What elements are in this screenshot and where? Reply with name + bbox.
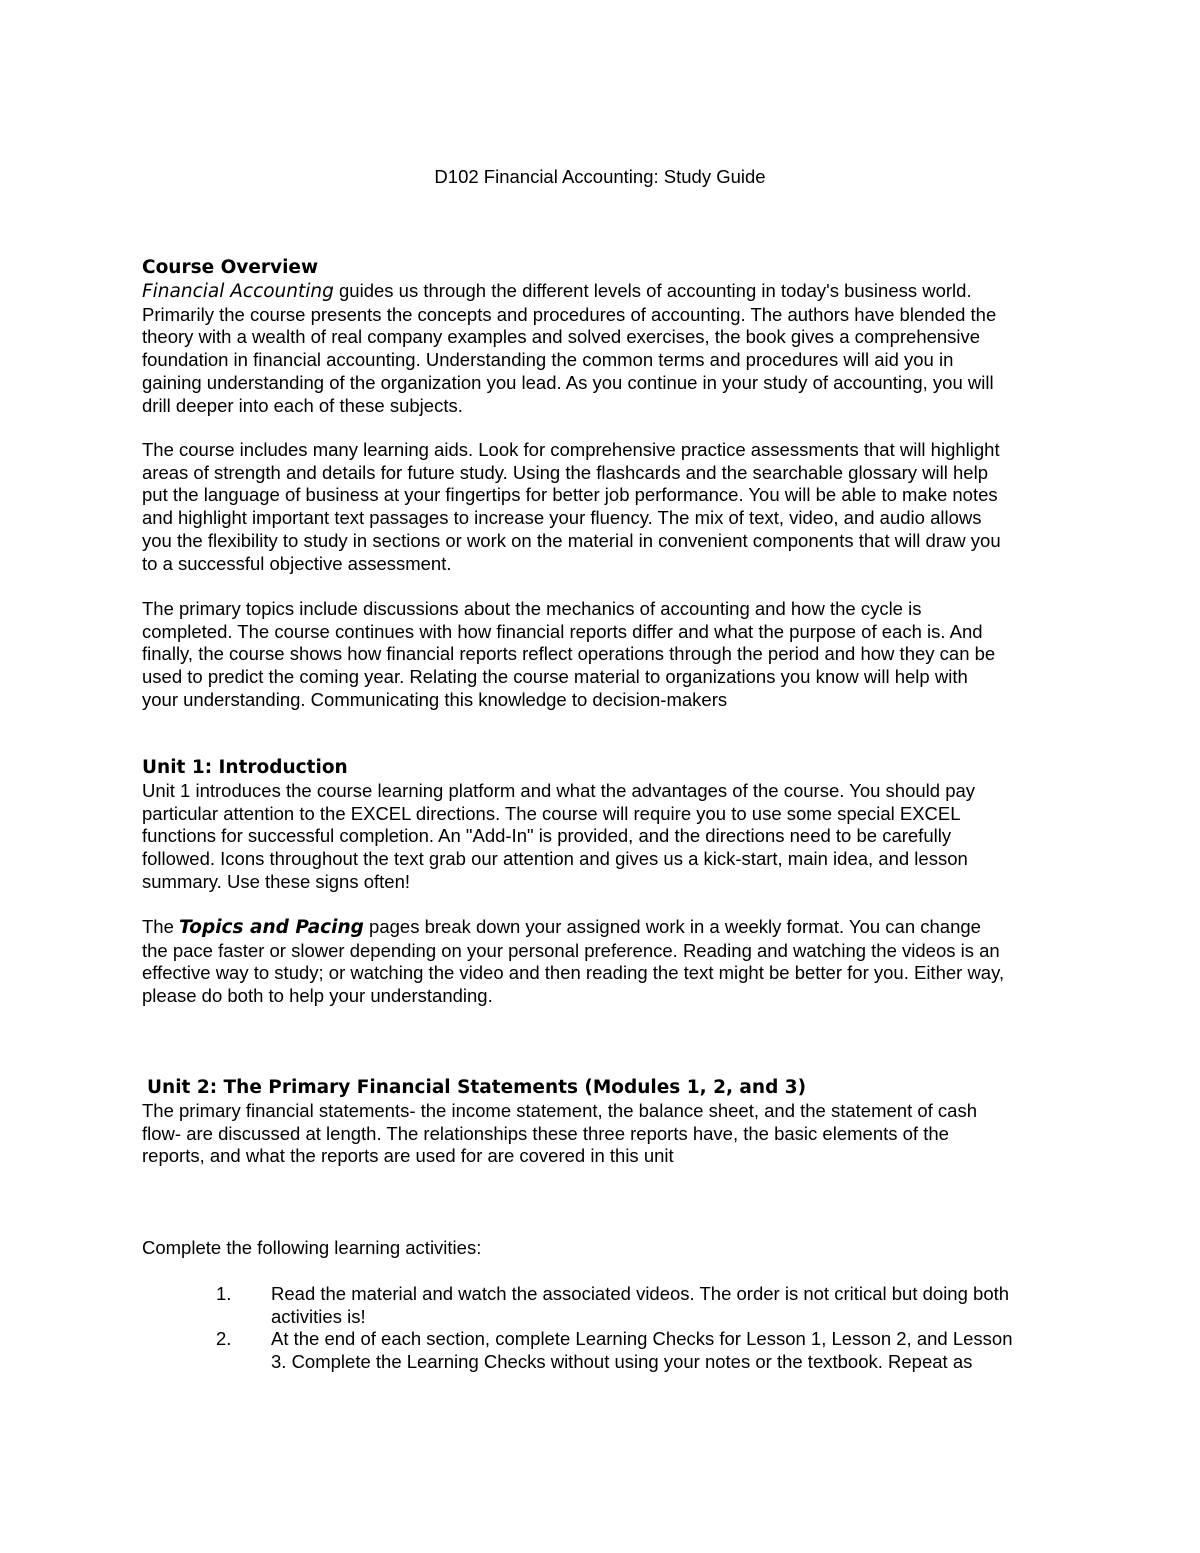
paragraph-line: your understanding. Communicating this knowledge to decision-makers <box>142 688 728 710</box>
document-title: D102 Financial Accounting: Study Guide <box>434 166 766 187</box>
course-overview-paragraph-1 <box>142 280 1060 417</box>
paragraph-line: areas of strength and details for future study. Using the flashcards and the searchable glossary will help <box>142 461 988 483</box>
paragraph-line-text: pages break down your assigned work in a weekly format. You can change <box>363 916 981 937</box>
list-item-text <box>271 1328 1062 1373</box>
list-item-line: Read the material and watch the associated videos. The order is not critical but doing both <box>271 1283 1010 1304</box>
paragraph-line: functions for successful completion. An "Add-In" is provided, and the directions need to be carefully <box>142 825 952 847</box>
unit-2-paragraph-1 <box>142 1100 1060 1168</box>
paragraph-line: you the flexibility to study in sections or work on the material in convenient components that will draw you <box>142 529 1001 551</box>
paragraph-line: flow- are discussed at length. The relationships these three reports have, the basic elements of the <box>142 1122 949 1144</box>
paragraph-line: Unit 1 introduces the course learning platform and what the advantages of the course. You should pay <box>142 780 976 801</box>
paragraph-line <box>142 280 1060 304</box>
unit-1-paragraph-2 <box>142 916 1060 1008</box>
paragraph-line: the pace faster or slower depending on your personal preference. Reading and watching the videos is an <box>142 939 1000 961</box>
list-item-text <box>271 1283 1062 1328</box>
list-item <box>142 1283 1062 1328</box>
activities-intro <box>142 1237 1060 1260</box>
paragraph-line: theory with a wealth of real company examples and solved exercises, the book gives a comprehensive <box>142 326 981 348</box>
course-overview-heading: Course Overview <box>142 257 319 278</box>
list-item-line: 3. Complete the Learning Checks without using your notes or the textbook. Repeat as <box>271 1351 973 1373</box>
unit-2-heading: Unit 2: The Primary Financial Statements (Modules 1, 2, and 3) <box>147 1077 807 1098</box>
paragraph-line <box>142 916 1060 940</box>
paragraph-line: Primarily the course presents the concepts and procedures of accounting. The authors have blended the <box>142 303 997 325</box>
paragraph-line: used to predict the coming year. Relating the course material to organizations you know will help with <box>142 666 968 688</box>
paragraph-line: please do both to help your understanding. <box>142 985 493 1007</box>
paragraph-line: put the language of business at your fingertips for better job performance. You will be able to make notes <box>142 484 998 506</box>
paragraph-line: summary. Use these signs often! <box>142 870 411 892</box>
paragraph-line: to a successful objective assessment. <box>142 552 452 574</box>
paragraph-line: followed. Icons throughout the text grab our attention and gives us a kick-start, main idea, and lesson <box>142 848 968 870</box>
paragraph-line: gaining understanding of the organization you lead. As you continue in your study of accounting, you will <box>142 371 994 393</box>
paragraph-line: reports, and what the reports are used for are covered in this unit <box>142 1145 674 1167</box>
list-item-number: 2. <box>216 1328 232 1350</box>
list-item <box>142 1328 1062 1373</box>
paragraph-line: finally, the course shows how financial reports reflect operations through the period and how they can be <box>142 643 996 665</box>
paragraph-line: The primary topics include discussions about the mechanics of accounting and how the cycle is <box>142 598 922 619</box>
list-item-line: activities is! <box>271 1305 366 1327</box>
topics-and-pacing-emphasis: Topics and Pacing <box>179 917 364 938</box>
paragraph-line: The course includes many learning aids. Look for comprehensive practice assessments that will highlight <box>142 439 1000 460</box>
list-item-number: 1. <box>216 1283 232 1304</box>
paragraph-line: effective way to study; or watching the video and then reading the text might be better for you. Either way, <box>142 962 1005 984</box>
paragraph-line: foundation in financial accounting. Understanding the common terms and procedures will aid you in <box>142 349 954 371</box>
list-item-line: At the end of each section, complete Learning Checks for Lesson 1, Lesson 2, and Lesson <box>271 1328 1013 1350</box>
unit-1-heading: Unit 1: Introduction <box>142 757 348 778</box>
paragraph-line: particular attention to the EXCEL directions. The course will require you to use some special EXCEL <box>142 802 961 824</box>
activities-list <box>142 1283 1062 1374</box>
paragraph-line: The primary financial statements- the income statement, the balance sheet, and the statement of cash <box>142 1100 978 1121</box>
course-overview-paragraph-2 <box>142 439 1060 575</box>
paragraph-line-text: guides us through the different levels of accounting in today's business world. <box>333 280 972 301</box>
course-overview-paragraph-3 <box>142 598 1060 712</box>
paragraph-line: Complete the following learning activities: <box>142 1237 482 1258</box>
unit-1-paragraph-1 <box>142 780 1060 894</box>
paragraph-line: and highlight important text passages to increase your fluency. The mix of text, video, and audio allows <box>142 507 982 529</box>
paragraph-line-text: The <box>142 916 180 937</box>
paragraph-line: drill deeper into each of these subjects. <box>142 394 463 416</box>
book-title-italic: Financial Accounting <box>142 281 334 302</box>
paragraph-line: completed. The course continues with how financial reports differ and what the purpose of each is. And <box>142 620 983 642</box>
